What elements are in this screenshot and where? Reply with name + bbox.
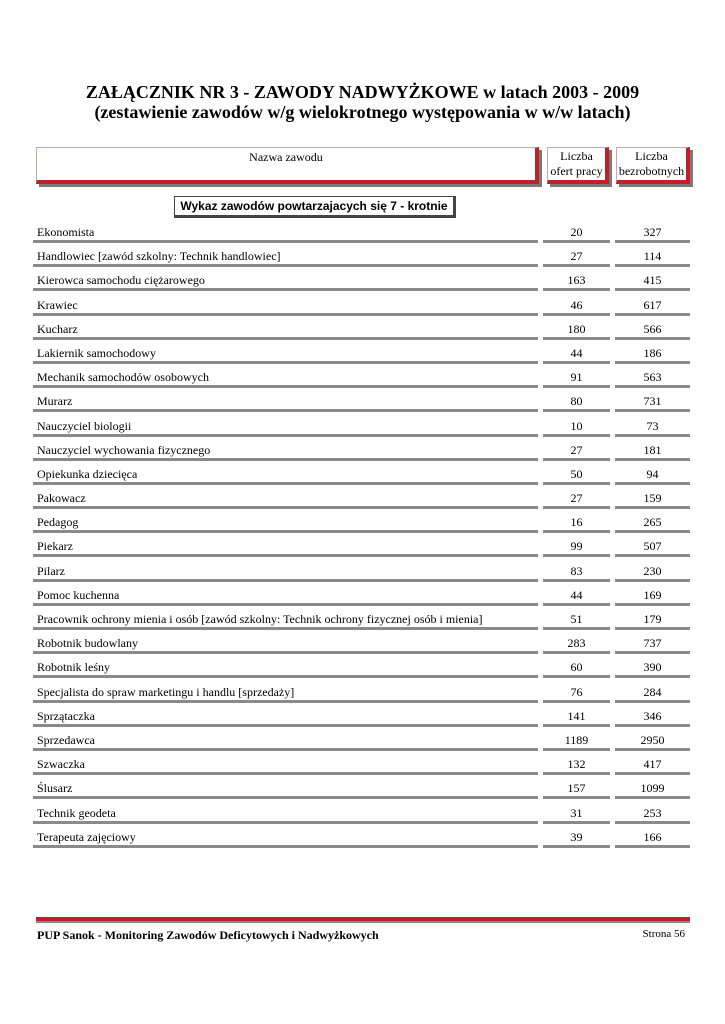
- occupation-name: Robotnik leśny: [37, 660, 111, 675]
- row-rule: [33, 845, 538, 848]
- table-row: [0, 536, 725, 560]
- row-rule: [543, 337, 610, 340]
- row-rule: [615, 385, 690, 388]
- offers-count: 132: [567, 757, 586, 772]
- offers-count: 51: [570, 612, 583, 626]
- row-rule: [615, 264, 690, 267]
- row-rule: [615, 627, 690, 630]
- row-rule: [33, 409, 538, 412]
- row-rule: [33, 821, 538, 824]
- page-number: Strona 56: [642, 928, 685, 940]
- row-rule: [543, 821, 610, 824]
- unemployed-count: 73: [646, 418, 659, 433]
- row-rule: [543, 434, 610, 437]
- occupation-name: Ekonomista: [37, 225, 95, 239]
- unemployed-count: 566: [643, 321, 662, 336]
- unemployed-count: 166: [643, 829, 662, 844]
- table-row: [0, 657, 725, 681]
- header-name-label: Nazwa zawodu: [249, 150, 323, 164]
- occupation-name: Mechanik samochodów osobowych: [37, 370, 209, 385]
- row-rule: [615, 240, 690, 243]
- row-rule: [615, 288, 690, 291]
- table-row: [0, 706, 725, 730]
- table-row: [0, 464, 725, 488]
- offers-count: 83: [570, 563, 583, 578]
- row-rule: [33, 627, 538, 630]
- row-rule: [543, 554, 610, 557]
- unemployed-count: 731: [643, 394, 662, 409]
- occupation-name: Technik geodeta: [37, 805, 116, 820]
- unemployed-count: 186: [643, 345, 662, 360]
- header-unemployed-column: [616, 147, 690, 184]
- row-rule: [615, 821, 690, 824]
- row-rule: [33, 579, 538, 582]
- offers-count: 39: [570, 829, 583, 844]
- offers-count: 16: [570, 515, 583, 530]
- row-rule: [543, 385, 610, 388]
- row-rule: [615, 313, 690, 316]
- row-rule: [615, 530, 690, 533]
- table-row: [0, 512, 725, 536]
- row-rule: [543, 845, 610, 848]
- offers-count: 60: [570, 660, 583, 675]
- offers-count: 44: [570, 345, 583, 360]
- occupation-name: Specjalista do spraw marketingu i handlu [sprzedaży]: [37, 684, 295, 699]
- row-rule: [543, 772, 610, 775]
- row-rule: [615, 748, 690, 751]
- occupation-name: Opiekunka dziecięca: [37, 466, 138, 481]
- row-rule: [615, 796, 690, 799]
- row-rule: [33, 724, 538, 727]
- header-offers-column: [547, 147, 609, 184]
- occupation-name: Piekarz: [37, 539, 73, 554]
- occupation-name: Szwaczka: [37, 757, 85, 772]
- row-rule: [543, 530, 610, 533]
- row-rule: [543, 313, 610, 316]
- header-unemployed-label-2: bezrobotnych: [618, 164, 685, 178]
- row-rule: [543, 700, 610, 703]
- row-rule: [33, 458, 538, 461]
- occupation-name: Krawiec: [37, 297, 78, 312]
- row-rule: [33, 288, 538, 291]
- table-row: [0, 343, 725, 367]
- table-row: [0, 585, 725, 609]
- row-rule: [615, 554, 690, 557]
- offers-count: 46: [570, 297, 583, 312]
- header-name-column: [36, 147, 539, 184]
- offers-count: 157: [567, 781, 586, 796]
- row-rule: [33, 482, 538, 485]
- row-rule: [33, 700, 538, 703]
- occupation-name: Pracownik ochrony mienia i osób [zawód szkolny: Technik ochrony fizycznej osób i mienia]: [37, 612, 483, 626]
- table-row: [0, 561, 725, 585]
- row-rule: [615, 700, 690, 703]
- occupation-name: Pedagog: [37, 515, 79, 530]
- table-row: [0, 416, 725, 440]
- unemployed-count: 346: [643, 708, 662, 723]
- unemployed-count: 265: [643, 515, 662, 530]
- offers-count: 44: [570, 587, 583, 602]
- occupation-name: Sprzątaczka: [37, 708, 95, 723]
- offers-count: 283: [567, 636, 586, 651]
- row-rule: [33, 651, 538, 654]
- occupation-name: Murarz: [37, 394, 73, 409]
- row-rule: [33, 434, 538, 437]
- offers-count: 31: [570, 805, 583, 820]
- row-rule: [33, 385, 538, 388]
- offers-count: 141: [567, 708, 586, 723]
- offers-count: 50: [570, 466, 583, 481]
- footer-divider: [36, 917, 690, 921]
- occupation-name: Nauczyciel wychowania fizycznego: [37, 442, 211, 457]
- row-rule: [33, 554, 538, 557]
- row-rule: [615, 724, 690, 727]
- row-rule: [543, 579, 610, 582]
- row-rule: [615, 651, 690, 654]
- offers-count: 27: [570, 249, 583, 264]
- table-row: [0, 609, 725, 633]
- unemployed-count: 2950: [640, 732, 665, 747]
- table-row: [0, 270, 725, 294]
- row-rule: [543, 675, 610, 678]
- occupation-table: [0, 222, 725, 851]
- header-unemployed-label-1: Liczba: [635, 149, 668, 163]
- row-rule: [543, 603, 610, 606]
- row-rule: [543, 748, 610, 751]
- occupation-name: Kucharz: [37, 321, 78, 336]
- page-title: ZAŁĄCZNIK NR 3 - ZAWODY NADWYŻKOWE w latach 2003 - 2009: [85, 82, 640, 102]
- table-row: [0, 682, 725, 706]
- occupation-name: Robotnik budowlany: [37, 636, 138, 651]
- row-rule: [33, 675, 538, 678]
- row-rule: [543, 627, 610, 630]
- offers-count: 27: [570, 491, 583, 506]
- row-rule: [615, 337, 690, 340]
- header-offers-label-1: Liczba: [560, 149, 593, 163]
- footer-title: PUP Sanok - Monitoring Zawodów Deficytowych i Nadwyżkowych: [37, 928, 379, 942]
- unemployed-count: 417: [643, 757, 662, 772]
- row-rule: [33, 240, 538, 243]
- row-rule: [33, 361, 538, 364]
- unemployed-count: 507: [643, 539, 662, 554]
- unemployed-count: 1099: [640, 781, 665, 796]
- row-rule: [33, 506, 538, 509]
- row-rule: [33, 603, 538, 606]
- row-rule: [543, 724, 610, 727]
- table-row: [0, 778, 725, 802]
- row-rule: [615, 434, 690, 437]
- row-rule: [543, 506, 610, 509]
- row-rule: [543, 458, 610, 461]
- unemployed-count: 114: [643, 249, 662, 264]
- unemployed-count: 169: [643, 587, 662, 602]
- row-rule: [615, 361, 690, 364]
- table-row: [0, 295, 725, 319]
- unemployed-count: 159: [643, 491, 662, 506]
- row-rule: [33, 530, 538, 533]
- unemployed-count: 415: [643, 273, 662, 288]
- occupation-name: Lakiernik samochodowy: [37, 345, 156, 360]
- row-rule: [615, 409, 690, 412]
- unemployed-count: 94: [646, 466, 659, 481]
- row-rule: [615, 845, 690, 848]
- occupation-name: Sprzedawca: [37, 732, 95, 747]
- table-row: [0, 488, 725, 512]
- table-row: [0, 222, 725, 246]
- unemployed-count: 179: [643, 612, 662, 626]
- row-rule: [615, 458, 690, 461]
- row-rule: [615, 603, 690, 606]
- row-rule: [33, 337, 538, 340]
- row-rule: [543, 409, 610, 412]
- row-rule: [33, 264, 538, 267]
- unemployed-count: 230: [643, 563, 662, 578]
- occupation-name: Pomoc kuchenna: [37, 587, 120, 602]
- row-rule: [615, 506, 690, 509]
- table-row: [0, 730, 725, 754]
- row-rule: [543, 796, 610, 799]
- offers-count: 91: [570, 370, 583, 385]
- unemployed-count: 253: [643, 805, 662, 820]
- table-row: [0, 827, 725, 851]
- occupation-name: Handlowiec [zawód szkolny: Technik handlowiec]: [37, 249, 281, 264]
- row-rule: [543, 240, 610, 243]
- occupation-name: Pilarz: [37, 563, 65, 578]
- row-rule: [543, 482, 610, 485]
- unemployed-count: 327: [643, 225, 662, 239]
- offers-count: 80: [570, 394, 583, 409]
- header-offers-label-2: ofert pracy: [550, 164, 603, 178]
- occupation-name: Nauczyciel biologii: [37, 418, 132, 433]
- row-rule: [543, 651, 610, 654]
- offers-count: 20: [570, 225, 583, 239]
- row-rule: [33, 313, 538, 316]
- occupation-name: Pakowacz: [37, 491, 86, 506]
- unemployed-count: 737: [643, 636, 662, 651]
- occupation-name: Terapeuta zajęciowy: [37, 829, 136, 844]
- unemployed-count: 390: [643, 660, 662, 675]
- occupation-name: Ślusarz: [37, 781, 73, 796]
- offers-count: 27: [570, 442, 583, 457]
- row-rule: [33, 796, 538, 799]
- row-rule: [615, 579, 690, 582]
- table-row: [0, 319, 725, 343]
- table-row: [0, 367, 725, 391]
- row-rule: [543, 361, 610, 364]
- occupation-name: Kierowca samochodu ciężarowego: [37, 273, 205, 288]
- table-row: [0, 246, 725, 270]
- row-rule: [615, 772, 690, 775]
- offers-count: 10: [570, 418, 583, 433]
- row-rule: [543, 264, 610, 267]
- offers-count: 1189: [564, 732, 589, 747]
- table-row: [0, 633, 725, 657]
- offers-count: 163: [567, 273, 586, 288]
- row-rule: [33, 772, 538, 775]
- unemployed-count: 563: [643, 370, 662, 385]
- offers-count: 99: [570, 539, 583, 554]
- offers-count: 180: [567, 321, 586, 336]
- unemployed-count: 284: [643, 684, 662, 699]
- row-rule: [615, 675, 690, 678]
- table-row: [0, 440, 725, 464]
- table-row: [0, 391, 725, 415]
- row-rule: [615, 482, 690, 485]
- row-rule: [543, 288, 610, 291]
- unemployed-count: 181: [643, 442, 662, 457]
- table-row: [0, 754, 725, 778]
- page-subtitle: (zestawienie zawodów w/g wielokrotnego występowania w w/w latach): [94, 102, 631, 122]
- table-row: [0, 803, 725, 827]
- row-rule: [33, 748, 538, 751]
- unemployed-count: 617: [643, 297, 662, 312]
- offers-count: 76: [570, 684, 583, 699]
- section-title: Wykaz zawodów powtarzajacych się 7 - krotnie: [174, 196, 456, 218]
